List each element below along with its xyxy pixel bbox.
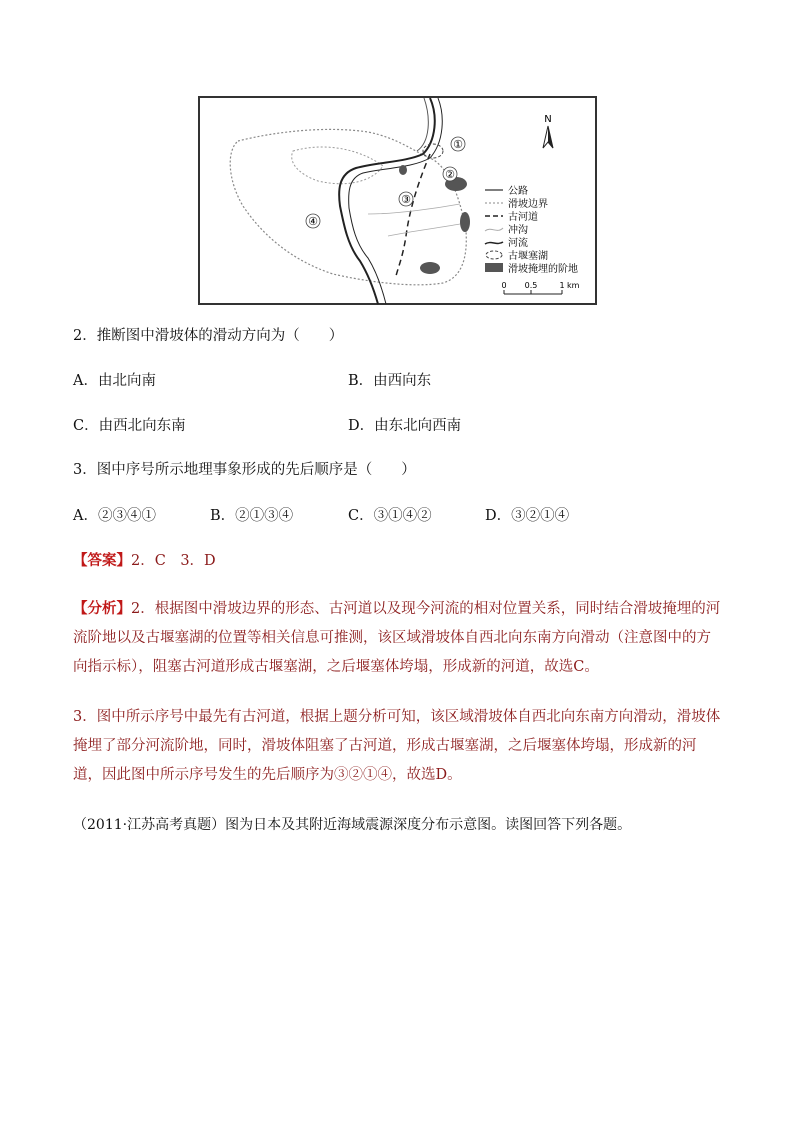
marker-4: ④ (308, 215, 318, 228)
q2-option-a: A．由北向南 (73, 373, 156, 389)
q3-stem: 3．图中序号所示地理事象形成的先后顺序是（ ） (73, 462, 416, 478)
answer-text: 2．C 3．D (131, 553, 216, 569)
svg-text:N: N (544, 114, 552, 125)
analysis-p2: 3．图中所示序号中最先有古河道，根据上题分析可知，该区域滑坡体自西北向东南方向滑动，滑坡体掩埋了部分河流阶地，同时，滑坡体阻塞了古河道，形成古堰塞湖，之后堰塞体垮塌，形成新的河道，因此图中所示序号发生的先后顺序为③②①④，故选D。 (73, 709, 721, 783)
analysis-p1-block (73, 594, 723, 682)
svg-text:冲沟: 冲沟 (508, 225, 528, 236)
analysis-p1: 2．根据图中滑坡边界的形态、古河道以及现今河流的相对位置关系，同时结合滑坡掩埋的河流阶地以及古堰塞湖的位置等相关信息可推测，该区域滑坡体自西北向东南方向滑动（注意图中的方向指示标），阻塞古河道形成古堰塞湖，之后堰塞体垮塌，形成新的河道，故选C。 (73, 601, 721, 675)
q2-stem: 2．推断图中滑坡体的滑动方向为（ ） (73, 328, 344, 344)
q3-option-c: C．③①④② (348, 508, 432, 524)
q2-option-b: B．由西向东 (348, 373, 432, 389)
q2-option-c: C．由西北向东南 (73, 418, 186, 434)
svg-text:km: km (567, 281, 580, 290)
svg-text:古河道: 古河道 (508, 212, 538, 223)
analysis-tag: 【分析】 (73, 600, 131, 617)
answer-line (73, 551, 216, 571)
next-problem-intro: （2011·江苏高考真题）图为日本及其附近海域震源深度分布示意图。读图回答下列各题。 (73, 817, 632, 833)
q3-option-d: D．③②①④ (485, 508, 570, 524)
svg-text:古堰塞湖: 古堰塞湖 (508, 251, 548, 262)
marker-1: ① (453, 138, 463, 151)
q2-option-d: D．由东北向西南 (348, 418, 462, 434)
q3-option-b: B．②①③④ (210, 508, 294, 524)
svg-text:公路: 公路 (508, 186, 528, 197)
landslide-map (198, 96, 597, 305)
svg-text:滑坡掩埋的阶地: 滑坡掩埋的阶地 (508, 264, 578, 275)
svg-text:滑坡边界: 滑坡边界 (508, 199, 548, 210)
marker-3: ③ (401, 193, 411, 206)
svg-text:1: 1 (559, 281, 565, 290)
answer-tag: 【答案】 (73, 552, 131, 569)
svg-text:0: 0 (501, 281, 507, 290)
marker-2: ② (445, 168, 455, 181)
svg-text:0.5: 0.5 (524, 281, 538, 290)
q3-option-a: A．②③④① (73, 508, 156, 524)
svg-text:河流: 河流 (508, 238, 528, 249)
